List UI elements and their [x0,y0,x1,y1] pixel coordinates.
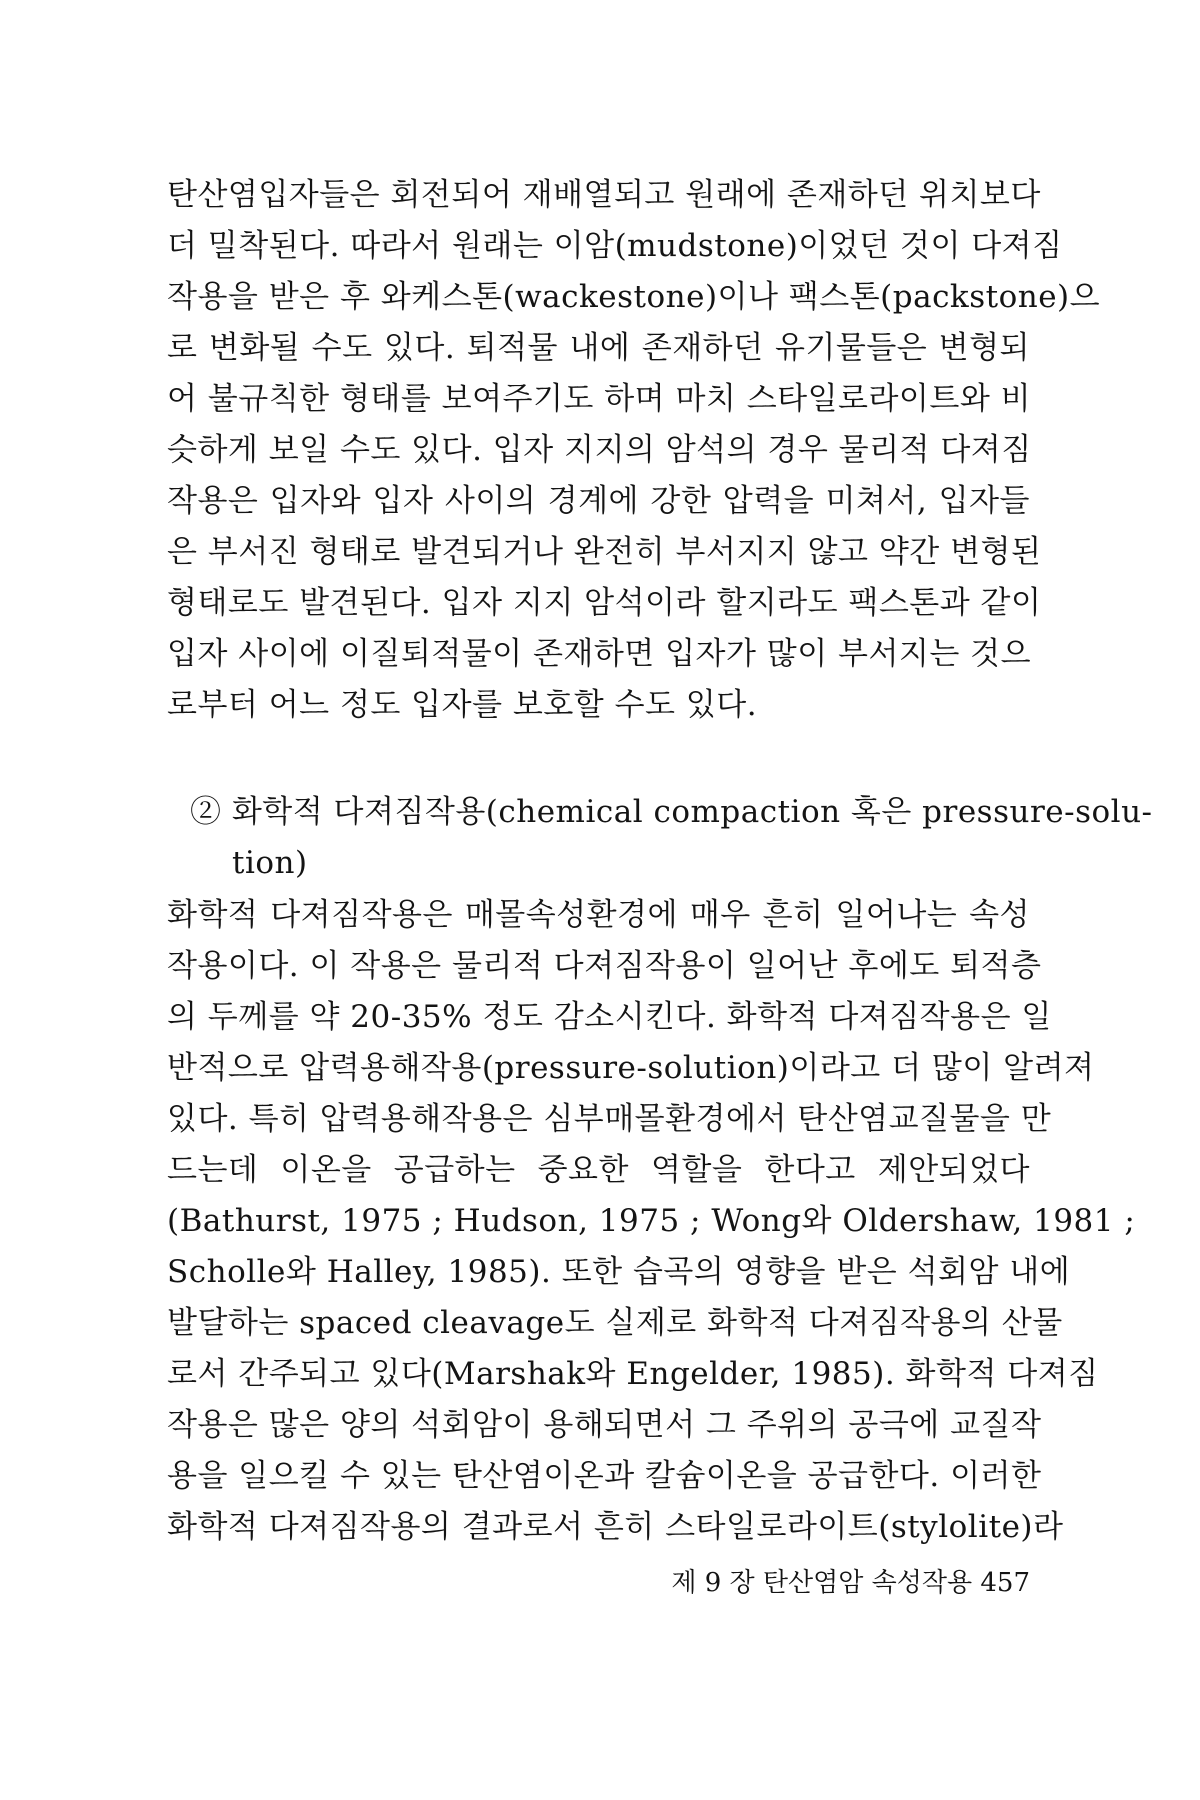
paragraph-2-line: 작용이다. 이 작용은 물리적 다져짐작용이 일어난 후에도 퇴적층 [167,948,1042,984]
paragraph-1-line: 어 불규칙한 형태를 보여주기도 하며 마치 스타일로라이트와 비 [167,381,1032,417]
paragraph-2-line: 의 두께를 약 20-35% 정도 감소시킨다. 화학적 다져짐작용은 일 [167,999,1052,1035]
section-heading-continuation: tion) [232,845,308,881]
paragraph-1-line: 더 밀착된다. 따라서 원래는 이암(mudstone)이었던 것이 다져짐 [167,228,1063,264]
paragraph-2-line: Scholle와 Halley, 1985). 또한 습곡의 영향을 받은 석회암 내에 [167,1254,1071,1290]
paragraph-2-line: 발달하는 spaced cleavage도 실제로 화학적 다져짐작용의 산물 [167,1305,1063,1341]
paragraph-1-line: 입자 사이에 이질퇴적물이 존재하면 입자가 많이 부서지는 것으 [167,636,1032,672]
paragraph-2-line: 작용은 많은 양의 석회암이 용해되면서 그 주위의 공극에 교질작 [167,1407,1042,1443]
paragraph-1-line: 로 변화될 수도 있다. 퇴적물 내에 존재하던 유기물들은 변형되 [167,330,1030,366]
page-footer-running-head: 제 9 장 탄산염암 속성작용 457 [671,1568,1030,1598]
paragraph-2-line: 반적으로 압력용해작용(pressure-solution)이라고 더 많이 알려져 [167,1050,1095,1086]
paragraph-2-line: 있다. 특히 압력용해작용은 심부매몰환경에서 탄산염교질물을 만 [167,1101,1052,1137]
paragraph-1-line: 은 부서진 형태로 발견되거나 완전히 부서지지 않고 약간 변형된 [167,534,1042,570]
paragraph-1-line: 로부터 어느 정도 입자를 보호할 수도 있다. [167,687,758,723]
paragraph-1-line: 형태로도 발견된다. 입자 지지 암석이라 할지라도 팩스톤과 같이 [167,585,1042,621]
paragraph-1-line: 탄산염입자들은 회전되어 재배열되고 원래에 존재하던 위치보다 [167,177,1041,213]
paragraph-1-line: 슷하게 보일 수도 있다. 입자 지지의 암석의 경우 물리적 다져짐 [167,432,1032,468]
paragraph-2-line: 화학적 다져짐작용의 결과로서 흔히 스타일로라이트(stylolite)라 [167,1509,1064,1545]
paragraph-2-line: 화학적 다져짐작용은 매몰속성환경에 매우 흔히 일어나는 속성 [167,897,1030,933]
paragraph-2-line: 용을 일으킬 수 있는 탄산염이온과 칼슘이온을 공급한다. 이러한 [167,1458,1042,1494]
paragraph-1-line: 작용을 받은 후 와케스톤(wackestone)이나 팩스톤(packstone)으 [167,279,1101,315]
paragraph-1-line: 작용은 입자와 입자 사이의 경계에 강한 압력을 미쳐서, 입자들 [167,483,1030,519]
paragraph-2-line: 로서 간주되고 있다(Marshak와 Engelder, 1985). 화학적 다져짐 [167,1356,1099,1392]
paragraph-2-line: (Bathurst, 1975 ; Hudson, 1975 ; Wong와 Oldershaw, 1981 ; [167,1203,1136,1239]
section-heading: ② 화학적 다져짐작용(chemical compaction 혹은 pressure-solu- [190,794,1153,830]
paragraph-2-line: 드는데 이온을 공급하는 중요한 역할을 한다고 제안되었다 [167,1152,1030,1188]
